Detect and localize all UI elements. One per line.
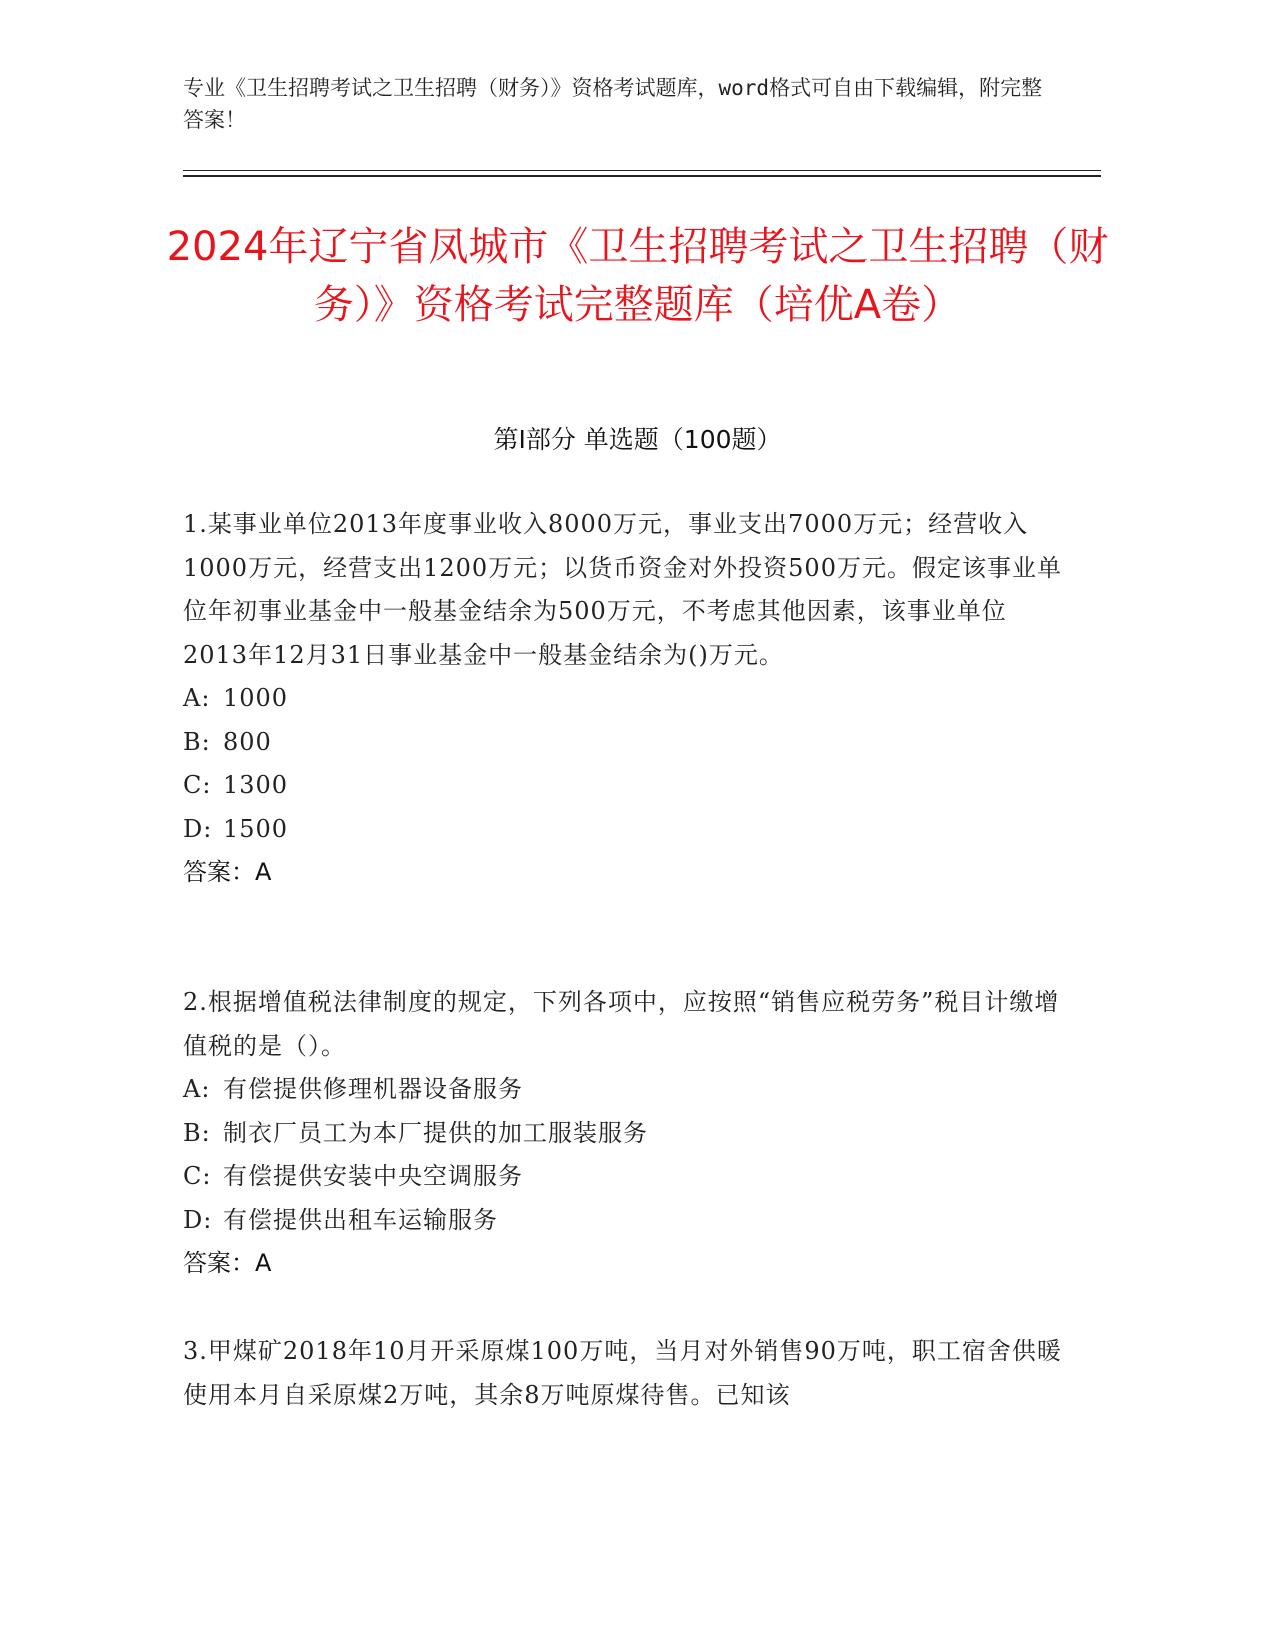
- document-title: 2024年辽宁省凤城市《卫生招聘考试之卫生招聘（财务）》资格考试完整题库（培优A卷）: [166, 224, 1109, 328]
- option-letter: A:: [183, 1075, 211, 1103]
- option-text: 有偿提供修理机器设备服务: [223, 1075, 523, 1103]
- option-c: [183, 1155, 1063, 1199]
- option-text: 1000: [223, 684, 289, 712]
- question-1: [183, 503, 1063, 895]
- option-letter: D:: [183, 1205, 213, 1234]
- question-stem: 2.根据增值税法律制度的规定，下列各项中，应按照“销售应税劳务”税目计缴增值税的是（）。: [183, 988, 1060, 1060]
- option-text: 有偿提供安装中央空调服务: [223, 1162, 523, 1190]
- option-a: [183, 1068, 1063, 1112]
- option-letter: C:: [183, 771, 212, 799]
- option-text: 制衣厂员工为本厂提供的加工服装服务: [223, 1118, 648, 1147]
- option-text: 1300: [223, 771, 289, 799]
- option-c: [183, 764, 1063, 808]
- question-3: [183, 1330, 1063, 1417]
- header-rule-thin: [183, 170, 1101, 171]
- option-text: 800: [223, 727, 272, 756]
- option-letter: B:: [183, 1118, 211, 1147]
- option-b: [183, 721, 1063, 765]
- option-letter: D:: [183, 814, 213, 843]
- header-note: 专业《卫生招聘考试之卫生招聘（财务）》资格考试题库，word格式可自由下载编辑，附完整答案！: [183, 76, 1043, 132]
- option-a: [183, 677, 1063, 721]
- header-rule-thick: [183, 175, 1101, 177]
- option-b: [183, 1112, 1063, 1156]
- question-2: [183, 981, 1063, 1286]
- option-letter: B:: [183, 727, 211, 756]
- option-text: 1500: [223, 814, 289, 843]
- question-stem: 3.甲煤矿2018年10月开采原煤100万吨，当月对外销售90万吨，职工宿舍供暖使用本月自采原煤2万吨，其余8万吨原煤待售。已知该: [183, 1337, 1062, 1409]
- option-d: [183, 1199, 1063, 1243]
- option-letter: A:: [183, 684, 211, 712]
- section-title: 第I部分 单选题（100题）: [493, 425, 782, 454]
- answer-line: 答案：A: [183, 858, 272, 886]
- question-stem: 1.某事业单位2013年度事业收入8000万元，事业支出7000万元；经营收入1000万元，经营支出1200万元；以货币资金对外投资500万元。假定该事业单位年初事业基金中一般基金结余为500万元，不考虑其他因素，该事业单位2013年12月31日事业基金中一般基金结余为()万元。: [183, 510, 1062, 669]
- option-text: 有偿提供出租车运输服务: [223, 1205, 498, 1234]
- answer-line: 答案：A: [183, 1249, 272, 1277]
- option-letter: C:: [183, 1162, 212, 1190]
- option-d: [183, 808, 1063, 852]
